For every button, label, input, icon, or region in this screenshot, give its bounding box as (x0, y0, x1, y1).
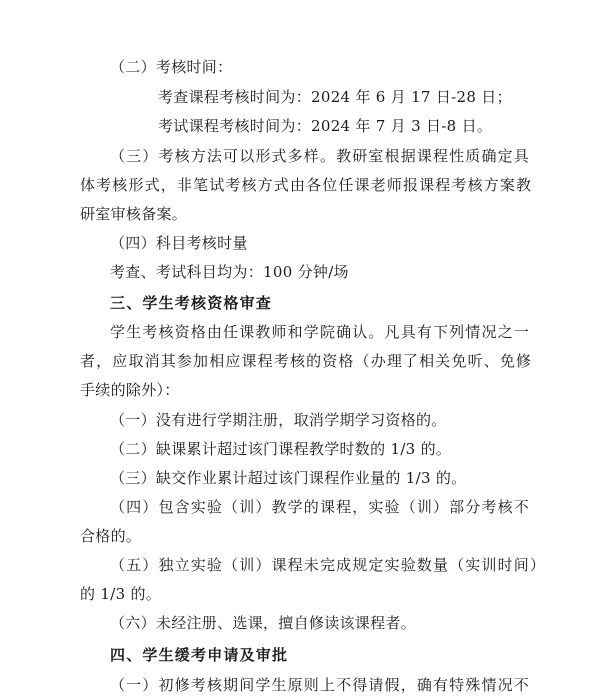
section-four-heading: 四、学生缓考申请及审批 (110, 646, 289, 664)
test-course-exam-time: 考试课程考核时间为：2024 年 7 月 3 日-8 日。 (158, 117, 493, 135)
eligibility-paragraph-line-1: 学生考核资格由任课教师和学院确认。凡具有下列情况之一 (110, 323, 530, 341)
disqualify-item-4-line-1: （四）包含实验（训）教学的课程，实验（训）部分考核不 (110, 498, 530, 516)
exam-method-paragraph-line-2: 体考核形式，非笔试考核方式由各位任课老师报课程考核方案教 (80, 176, 533, 194)
deferral-item-1-line-1: （一）初修考核期间学生原则上不得请假，确有特殊情况不 (110, 676, 530, 694)
exam-time-heading: （二）考核时间： (110, 58, 233, 76)
disqualify-item-4-line-2: 合格的。 (80, 527, 142, 545)
review-course-exam-time: 考查课程考核时间为：2024 年 6 月 17 日-28 日； (158, 88, 512, 106)
eligibility-paragraph-line-3: 手续的除外）： (80, 381, 180, 399)
exam-duration-text: 考查、考试科目均为：100 分钟/场 (110, 263, 349, 281)
exam-method-paragraph-line-1: （三）考核方法可以形式多样。教研室根据课程性质确定具 (110, 147, 530, 165)
disqualify-item-6: （六）未经注册、选课，擅自修读该课程者。 (110, 614, 417, 632)
section-three-heading: 三、学生考核资格审查 (110, 294, 273, 312)
exam-duration-heading: （四）科目考核时量 (110, 234, 248, 252)
disqualify-item-1: （一）没有进行学期注册，取消学期学习资格的。 (110, 411, 447, 429)
eligibility-paragraph-line-2: 者，应取消其参加相应课程考核的资格（办理了相关免听、免修 (80, 352, 533, 370)
disqualify-item-5-line-2: 的 1/3 的。 (80, 585, 162, 603)
disqualify-item-5-line-1: （五）独立实验（训）课程未完成规定实验数量（实训时间） (110, 556, 547, 574)
disqualify-item-3: （三）缺交作业累计超过该门课程作业量的 1/3 的。 (110, 469, 467, 487)
disqualify-item-2: （二）缺课累计超过该门课程教学时数的 1/3 的。 (110, 440, 452, 458)
exam-method-paragraph-line-3: 研室审核备案。 (80, 205, 188, 223)
